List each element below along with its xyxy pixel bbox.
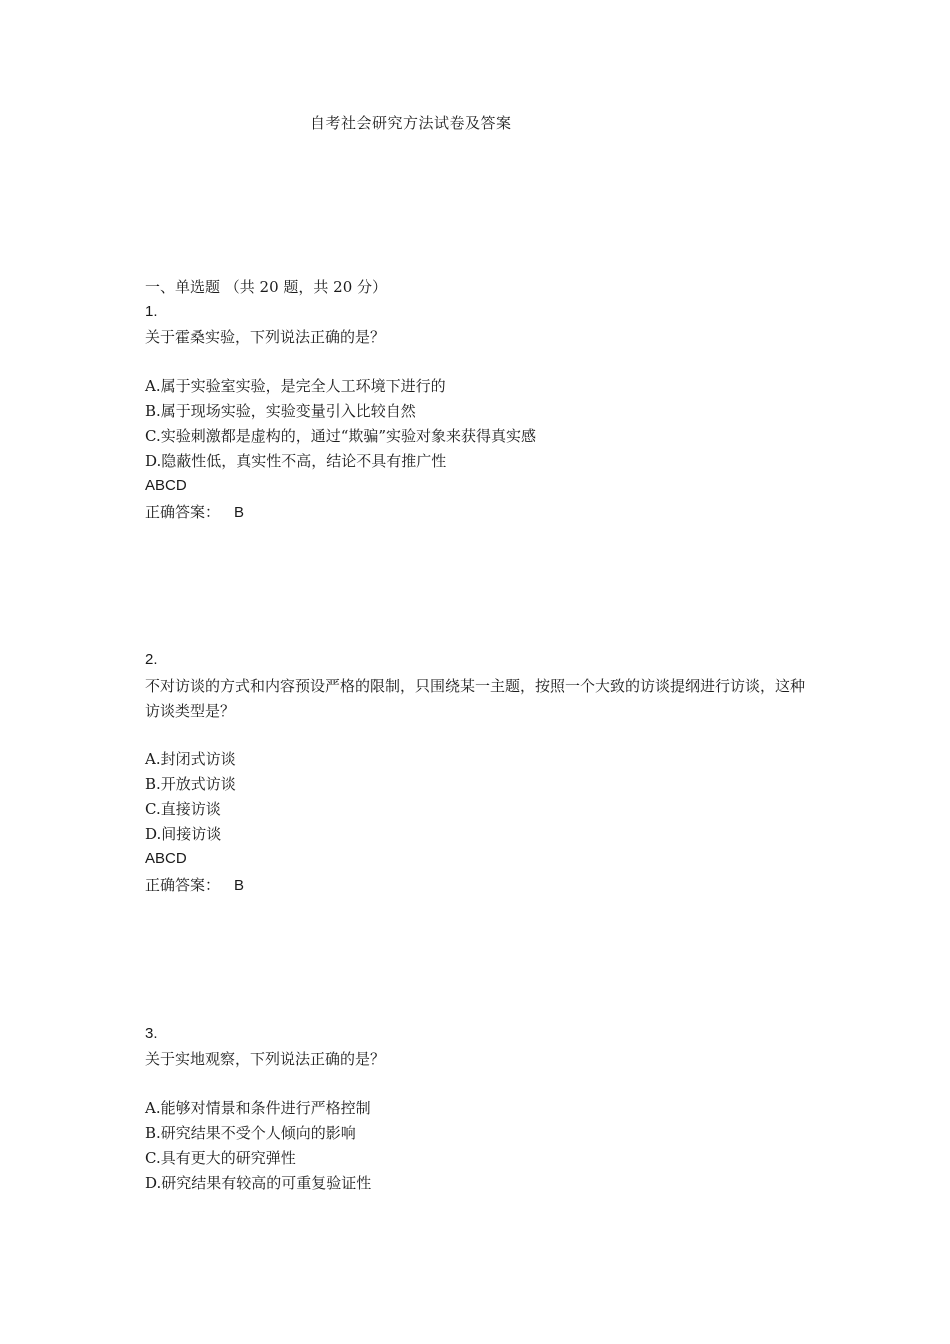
question-3-option-c: C.具有更大的研究弹性 [145,1149,296,1167]
document-title: 自考社会研究方法试卷及答案 [310,114,512,132]
question-1-answer [145,502,244,523]
question-1-option-b: B.属于现场实验，实验变量引入比较自然 [145,402,416,420]
question-2-option-c: C.直接访谈 [145,800,221,818]
question-3-option-b: B.研究结果不受个人倾向的影响 [145,1124,356,1142]
answer-value: B [234,504,245,521]
section-heading: 一、单选题 （共 20 题，共 20 分） [145,278,388,296]
question-1-option-a: A.属于实验室实验，是完全人工环境下进行的 [145,377,446,395]
question-1-option-c: C.实验刺激都是虚构的，通过“欺骗”实验对象来获得真实感 [145,427,537,445]
answer-label: 正确答案： [145,876,221,894]
question-1-choices: ABCD [145,477,187,494]
question-3-option-a: A.能够对情景和条件进行严格控制 [145,1099,371,1117]
answer-value: B [234,877,245,894]
question-3-stem: 关于实地观察，下列说法正确的是？ [145,1050,386,1068]
question-2-answer [145,875,244,896]
question-1-option-d: D.隐蔽性低，真实性不高，结论不具有推广性 [145,452,447,470]
question-2-number: 2. [145,651,158,668]
question-2-choices: ABCD [145,850,187,867]
question-2-option-a: A.封闭式访谈 [145,750,236,768]
question-3-number: 3. [145,1025,158,1042]
question-2-option-b: B.开放式访谈 [145,775,236,793]
question-2-option-d: D.间接访谈 [145,825,222,843]
question-1-number: 1. [145,303,158,320]
question-3-option-d: D.研究结果有较高的可重复验证性 [145,1174,372,1192]
question-2-stem: 不对访谈的方式和内容预设严格的限制，只围绕某一主题，按照一个大致的访谈提纲进行访谈，这种访谈类型是？ [145,677,806,720]
question-1-stem: 关于霍桑实验，下列说法正确的是？ [145,328,386,346]
answer-label: 正确答案： [145,503,221,521]
